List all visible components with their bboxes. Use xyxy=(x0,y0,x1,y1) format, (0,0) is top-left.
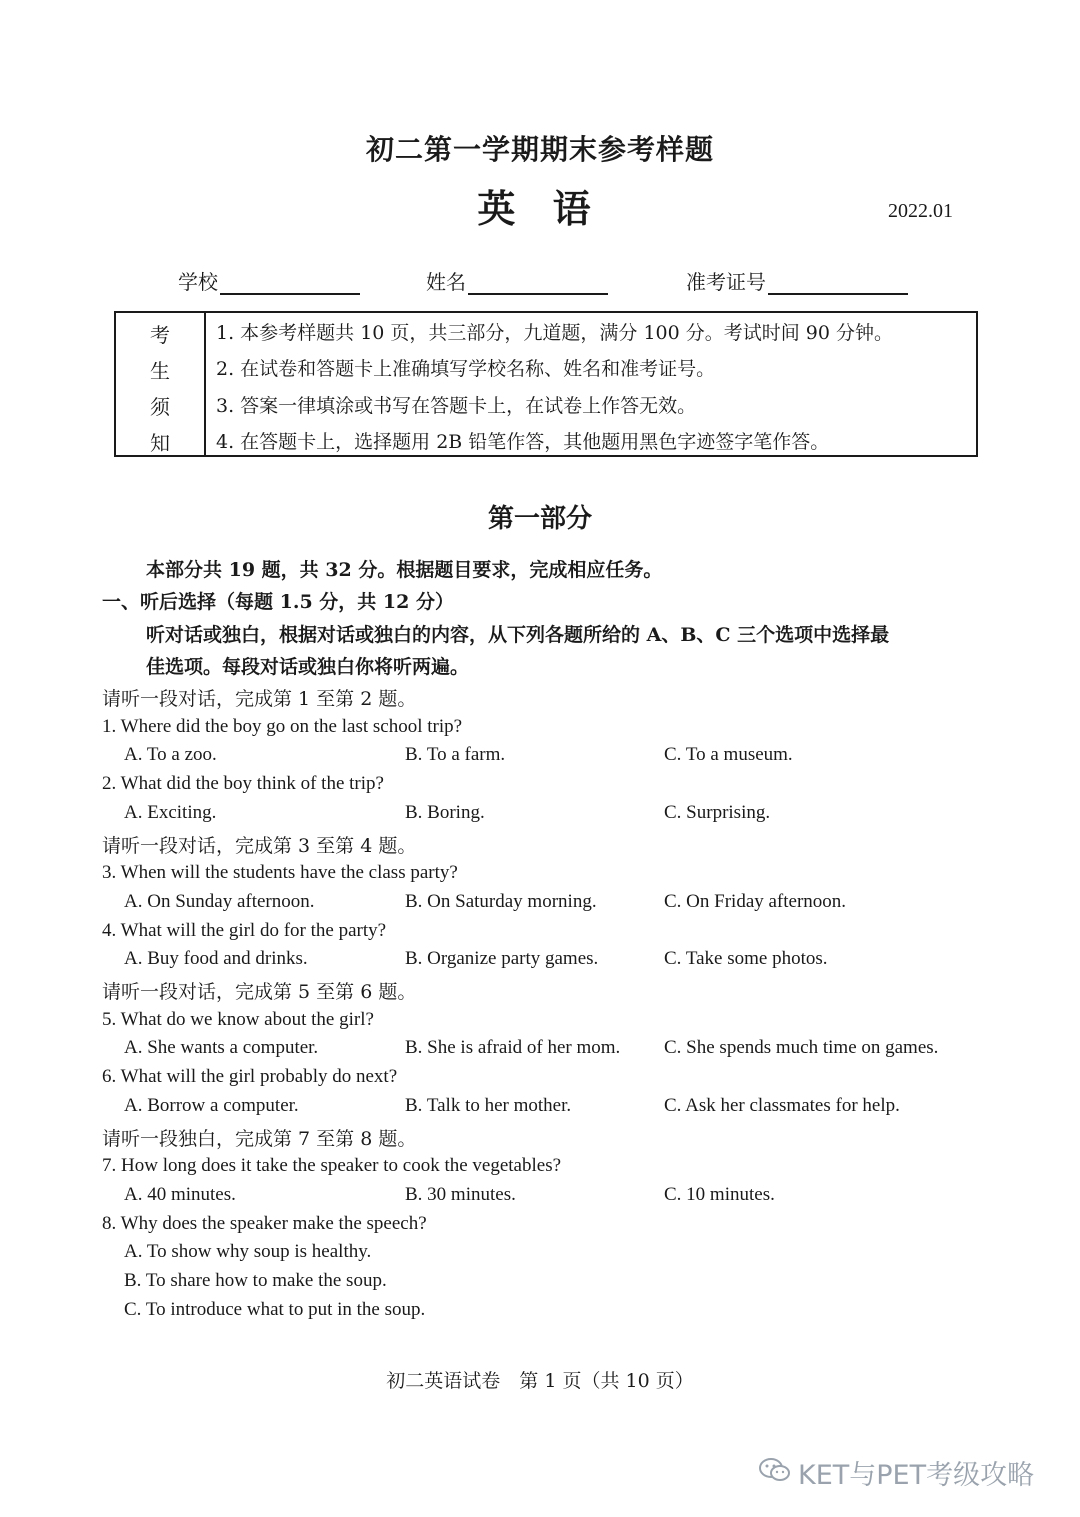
option-a: A. To show why soup is healthy. xyxy=(124,1241,372,1262)
name-field xyxy=(426,266,608,295)
option-c: C. To a museum. xyxy=(664,744,793,765)
question: 5. What do we know about the girl? xyxy=(102,1009,374,1030)
school-blank xyxy=(220,273,360,295)
exam-id-blank xyxy=(768,273,908,295)
watermark-text: KET与PET考级攻略 xyxy=(798,1460,1035,1491)
option-a: A. To a zoo. xyxy=(124,744,217,765)
option-b: B. On Saturday morning. xyxy=(405,891,597,912)
school-label: 学校 xyxy=(178,270,218,294)
option-b: B. Talk to her mother. xyxy=(405,1095,572,1116)
option-a: A. Exciting. xyxy=(124,802,217,823)
option-a: A. Buy food and drinks. xyxy=(124,948,308,969)
notice-char: 生 xyxy=(150,359,170,383)
section-heading: 一、听后选择（每题 1.5 分，共 12 分） xyxy=(102,591,454,613)
question: 2. What did the boy think of the trip? xyxy=(102,773,384,794)
exam-date: 2022.01 xyxy=(888,200,953,222)
part-intro: 本部分共 19 题，共 32 分。根据题目要求，完成相应任务。 xyxy=(146,559,663,581)
notice-item: 1. 本参考样题共 10 页，共三部分，九道题，满分 100 分。考试时间 90 分钟。 xyxy=(216,322,894,344)
option-c: C. Take some photos. xyxy=(664,948,828,969)
option-c: C. Ask her classmates for help. xyxy=(664,1095,900,1116)
subject-title: 英 语 xyxy=(477,186,603,231)
name-label: 姓名 xyxy=(426,270,466,294)
group-instruction: 请听一段对话，完成第 5 至第 6 题。 xyxy=(102,981,417,1003)
option-a: A. She wants a computer. xyxy=(124,1037,319,1058)
option-c: C. On Friday afternoon. xyxy=(664,891,847,912)
notice-char: 须 xyxy=(150,395,170,419)
question: 8. Why does the speaker make the speech? xyxy=(102,1213,427,1234)
group-instruction: 请听一段独白，完成第 7 至第 8 题。 xyxy=(102,1128,417,1150)
page-footer: 初二英语试卷 第 1 页（共 10 页） xyxy=(386,1370,694,1392)
option-c: C. Surprising. xyxy=(664,802,771,823)
exam-title: 初二第一学期期末参考样题 xyxy=(365,133,714,166)
option-b: B. She is afraid of her mom. xyxy=(405,1037,621,1058)
exam-id-field xyxy=(686,266,908,295)
notice-side-label xyxy=(116,313,206,455)
school-field xyxy=(178,266,360,295)
question: 1. Where did the boy go on the last school trip? xyxy=(102,716,463,737)
option-b: B. 30 minutes. xyxy=(405,1184,516,1205)
option-c: C. 10 minutes. xyxy=(664,1184,775,1205)
candidate-notice-box xyxy=(114,311,978,457)
instruction-line: 听对话或独白，根据对话或独白的内容，从下列各题所给的 A、B、C 三个选项中选择最 xyxy=(146,624,890,646)
part-title: 第一部分 xyxy=(487,504,592,534)
option-c: C. To introduce what to put in the soup. xyxy=(124,1299,426,1320)
notice-char: 考 xyxy=(150,323,170,347)
option-b: B. To a farm. xyxy=(405,744,506,765)
option-b: B. Organize party games. xyxy=(405,948,599,969)
option-a: A. Borrow a computer. xyxy=(124,1095,299,1116)
instruction-line: 佳选项。每段对话或独白你将听两遍。 xyxy=(146,656,470,678)
option-a: A. On Sunday afternoon. xyxy=(124,891,315,912)
watermark xyxy=(764,1453,1034,1492)
wechat-icon xyxy=(758,1457,792,1483)
name-blank xyxy=(468,273,608,295)
question: 7. How long does it take the speaker to cook the vegetables? xyxy=(102,1155,562,1176)
notice-char: 知 xyxy=(150,431,170,455)
option-b: B. Boring. xyxy=(405,802,485,823)
notice-item: 2. 在试卷和答题卡上准确填写学校名称、姓名和准考证号。 xyxy=(216,358,716,380)
question: 4. What will the girl do for the party? xyxy=(102,920,387,941)
group-instruction: 请听一段对话，完成第 3 至第 4 题。 xyxy=(102,835,417,857)
group-instruction: 请听一段对话，完成第 1 至第 2 题。 xyxy=(102,688,417,710)
exam-id-label: 准考证号 xyxy=(686,270,766,294)
question: 3. When will the students have the class party? xyxy=(102,862,458,883)
option-c: C. She spends much time on games. xyxy=(664,1037,939,1058)
option-a: A. 40 minutes. xyxy=(124,1184,236,1205)
option-b: B. To share how to make the soup. xyxy=(124,1270,387,1291)
notice-item: 4. 在答题卡上，选择题用 2B 铅笔作答，其他题用黑色字迹签字笔作答。 xyxy=(216,431,830,453)
notice-item: 3. 答案一律填涂或书写在答题卡上，在试卷上作答无效。 xyxy=(216,395,697,417)
question: 6. What will the girl probably do next? xyxy=(102,1066,398,1087)
